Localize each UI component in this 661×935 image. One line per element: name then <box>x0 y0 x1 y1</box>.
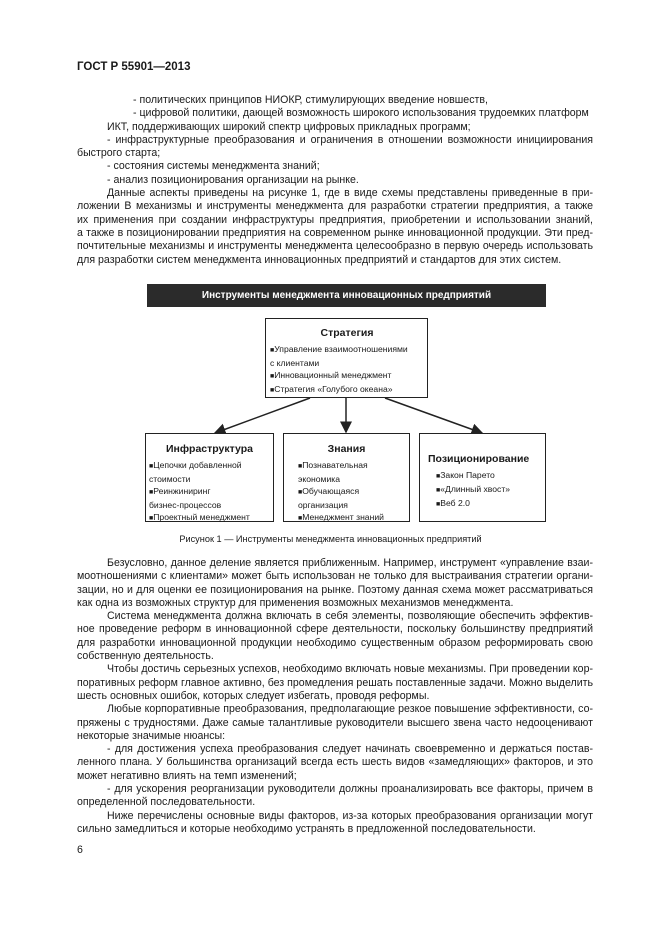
knowledge-item: ■ Познавательная <box>298 459 406 473</box>
text-line: ложении В механизмы и инструменты менеджмента для разработки стратегии предприятия, а также <box>77 200 593 213</box>
text-line: Система менеджмента должна включать в себя элементы, позволяющие обеспечить эффектив- <box>107 610 593 623</box>
text-line: - для достижения успеха преобразования следует начинать своевременно и держаться постав- <box>107 743 593 756</box>
text-line: быстрого старта; <box>77 147 161 160</box>
knowledge-item: ■ Менеджмент знаний <box>298 511 406 525</box>
infrastructure-item: ■ Цепочки добавленной <box>149 459 270 473</box>
text-line: - анализ позиционирования организации на рынке. <box>107 173 359 186</box>
text-line: поративных реформ главное активно, без промедления решать поставленные задачи. Можно выделить <box>77 676 593 689</box>
text-line: - для ускорения реорганизации руководители должны проанализировать все факторы, причем в <box>107 783 593 796</box>
text-line: Чтобы достичь серьезных успехов, необходимо включать новые механизмы. При проведении кор- <box>107 663 593 676</box>
text-line: ное проведение реформ в инновационной сфере деятельности, поскольку большинству предприятий <box>77 623 593 636</box>
text-section-2 <box>77 557 593 836</box>
knowledge-item: ■ Обучающаяся <box>298 485 406 499</box>
text-line: для разработки инновационной продукции необходимо существенным образом реформировать свою <box>77 636 593 649</box>
figure-title-bar: Инструменты менеджмента инновационных предприятий <box>147 284 546 307</box>
text-line: сильно замедлиться и которые необходимо устранять в предложенной последовательности. <box>77 822 536 835</box>
text-line: Любые корпоративные преобразования, предполагающие резкое повышение эффективности, со- <box>107 703 593 716</box>
text-line: - инфраструктурные преобразования и ограничения в отношении возможности инициирования <box>107 133 593 146</box>
text-line: может негативно влиять на темп изменений; <box>77 769 297 782</box>
strategy-item: ■ Стратегия «Голубого океана» <box>270 383 424 397</box>
text-line: Данные аспекты приведены на рисунке 1, где в виде схемы представлены приведенные в при- <box>107 187 593 200</box>
text-line: Ниже перечислены основные виды факторов, из-за которых преобразования организации могут <box>107 809 593 822</box>
paragraph <box>77 810 593 837</box>
text-line: определенной последовательности. <box>77 796 256 809</box>
infrastructure-item: ■ Реинжиниринг <box>149 485 270 499</box>
knowledge-item-cont: организация <box>298 500 348 510</box>
text-line: собственную деятельность. <box>77 650 214 663</box>
positioning-item: ■ Веб 2.0 <box>428 497 542 511</box>
arrow-to-infrastructure <box>215 398 310 433</box>
paragraph <box>77 610 593 663</box>
strategy-item: ■ Управление взаимоотношениями <box>270 343 424 357</box>
strategy-title: Стратегия <box>320 327 374 339</box>
paragraph <box>77 743 593 783</box>
infrastructure-item-cont: бизнес-процессов <box>149 500 222 510</box>
text-line: - политических принципов НИОКР, стимулирующих введение новшеств, <box>133 94 488 106</box>
text-line: ленного плана. У большинства организаций всегда есть шесть видов «замедляющих» факторов, и это <box>77 756 593 769</box>
positioning-box <box>419 433 546 522</box>
text-line: почтительные механизмы и инструменты менеджмента целесообразно в первую очередь использовать <box>77 240 593 253</box>
infrastructure-title: Инфраструктура <box>165 443 254 455</box>
knowledge-item-cont: экономика <box>298 474 340 484</box>
text-line: для разработки систем менеджмента инновационных предприятий и стандартов для этих систем. <box>77 253 562 266</box>
text-line: ИКТ, поддерживающих широкий спектр цифровых прикладных программ; <box>107 120 471 133</box>
text-line: - состояния системы менеджмента знаний; <box>107 160 320 173</box>
strategy-box <box>265 318 428 398</box>
text-line: некоторые значимые нюансы: <box>77 729 226 742</box>
infrastructure-box <box>145 433 274 522</box>
text-line: шесть основных ошибок, которых следует избегать, проводя реформы. <box>77 689 430 702</box>
infrastructure-item-cont: стоимости <box>149 474 191 484</box>
text-line: зации, но и для оценки ее позиционирования на рынке. Поэтому данная схема может рассматриваться <box>77 583 593 596</box>
knowledge-title: Знания <box>327 443 366 455</box>
text-line: Безусловно, данное деление является приближенным. Например, инструмент «управление взаи- <box>107 557 593 569</box>
paragraph <box>77 557 593 610</box>
text-line: пряжены с трудностями. Даже самые талантливые руководители высшего звена часто недооценивают <box>77 716 593 729</box>
text-line: - цифровой политики, дающей возможность широкого использования трудоемких платформ <box>133 107 589 120</box>
text-line: их применения при создании инфраструктуры предприятия, приобретении и использовании знаний, <box>77 213 593 226</box>
positioning-item: ■ «Длинный хвост» <box>428 483 542 497</box>
text-line: как одна из возможных структур для применения возможных механизмов менеджмента. <box>77 596 514 609</box>
knowledge-box <box>283 433 410 522</box>
infrastructure-item: ■ Проектный менеджмент <box>149 511 270 525</box>
text-line: а также в позиционировании предприятия на современном рынке инновационной продукции. Эти пред- <box>77 226 593 239</box>
strategy-item: ■ Инновационный менеджмент <box>270 369 424 383</box>
positioning-item: ■ Закон Парето <box>428 469 542 483</box>
positioning-title: Позиционирование <box>428 453 530 465</box>
arrow-to-positioning <box>385 398 482 433</box>
page-number: 6 <box>77 844 83 856</box>
document-header: ГОСТ Р 55901—2013 <box>77 61 191 73</box>
figure-caption: Рисунок 1 — Инструменты менеджмента инновационных предприятий <box>179 534 482 544</box>
strategy-item-cont: с клиентами <box>270 358 320 368</box>
paragraph <box>77 663 593 703</box>
paragraph <box>77 703 593 743</box>
paragraph <box>77 783 593 810</box>
text-line: моотношениями с клиентами» может быть использован не только для выстраивания стратегии органи- <box>77 570 593 583</box>
